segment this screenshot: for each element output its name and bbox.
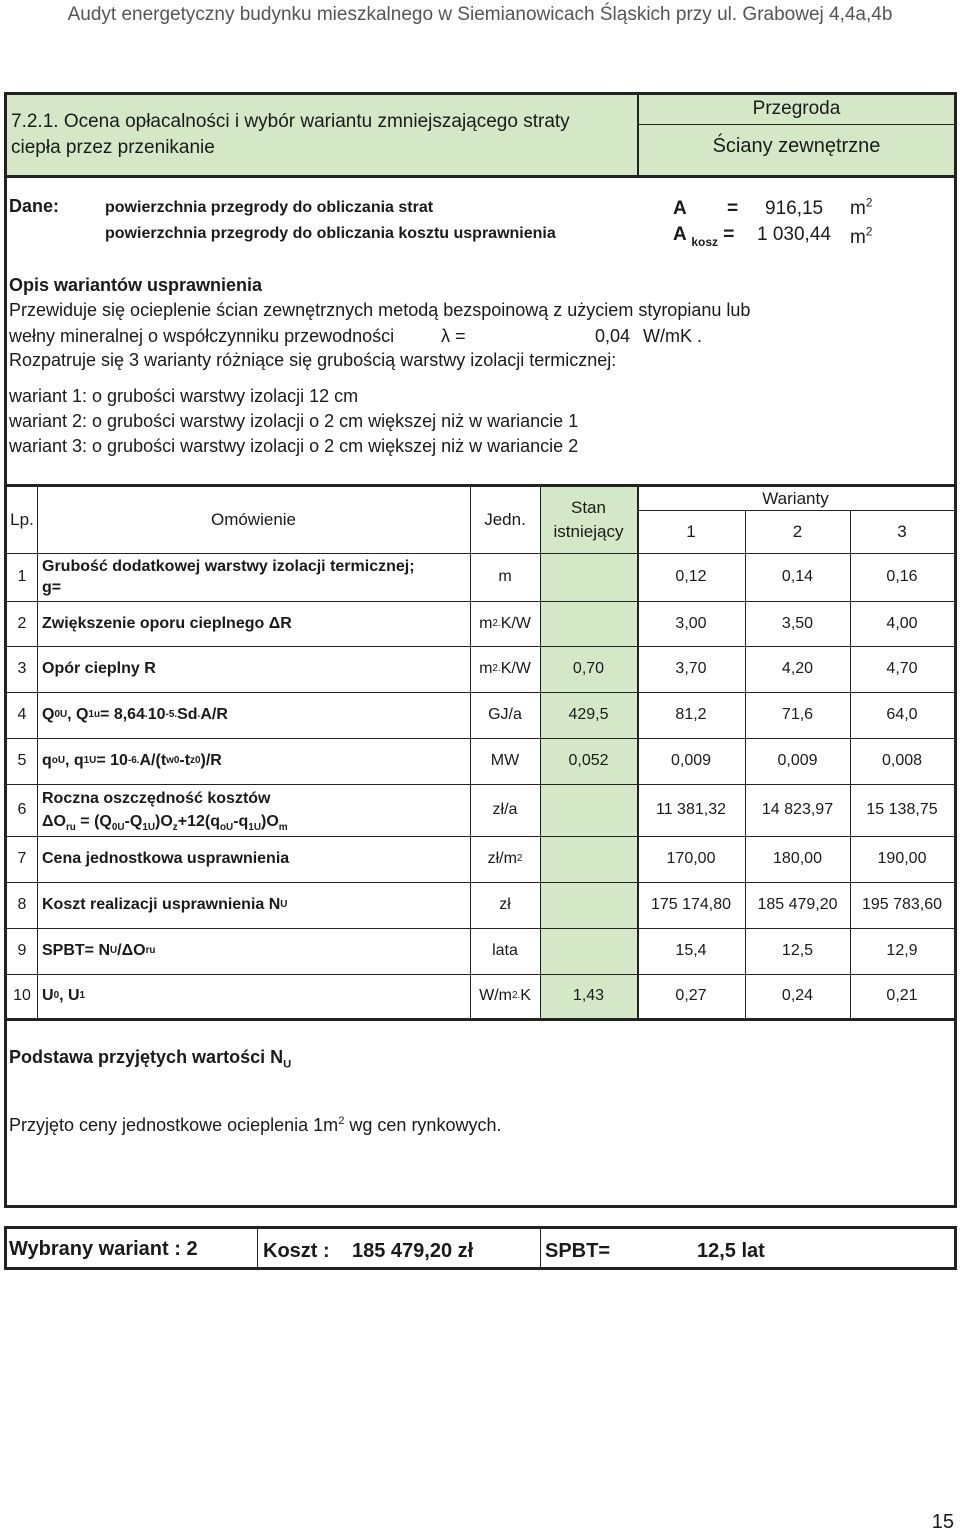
row-unit: zł/m 2 bbox=[487, 850, 523, 867]
row-lp: 6 bbox=[17, 801, 27, 818]
row-unit: MW bbox=[490, 752, 520, 769]
row-stan bbox=[540, 784, 637, 836]
row-lp: 8 bbox=[17, 896, 27, 913]
row-desc: Zwiększenie oporu cieplnego ΔR bbox=[42, 614, 292, 632]
row-w2: 14 823,97 bbox=[761, 801, 834, 818]
row-formula-spbt: SPBT= N U /ΔO ru bbox=[42, 942, 156, 959]
row-formula-q-power: q oU , q 1U = 10 -6. A/(t w0 -t z0 )/R bbox=[42, 752, 222, 769]
header-lp: Lp. bbox=[10, 510, 34, 529]
row-stan bbox=[540, 836, 637, 882]
row-stan bbox=[540, 601, 637, 646]
lambda-symbol: λ = bbox=[441, 326, 466, 346]
row-stan: 1,43 bbox=[572, 987, 605, 1004]
row-w1: 0,12 bbox=[675, 568, 707, 585]
row-unit: lata bbox=[492, 942, 518, 959]
row-stan: 0,70 bbox=[572, 660, 605, 677]
opis-line1: Przewiduje się ocieplenie ścian zewnętrznych metodą bezspoinową z użyciem styropianu lub bbox=[9, 300, 751, 320]
selected-variant: Wybrany wariant : 2 bbox=[9, 1238, 198, 1260]
cost-area-value: 1 030,44 bbox=[757, 224, 831, 245]
row-stan: 0,052 bbox=[568, 752, 609, 769]
row-desc: Koszt realizacji usprawnienia N U bbox=[42, 896, 288, 913]
area-symbol: A bbox=[673, 198, 687, 219]
variant-line: wariant 1: o grubości warstwy izolacji 12 cm bbox=[9, 386, 359, 406]
spbt-label: SPBT= bbox=[545, 1240, 611, 1262]
cost-area-symbol: A $_{kosz}$ = bbox=[673, 224, 735, 249]
header-variant-2: 2 bbox=[792, 521, 803, 541]
row-w1: 170,00 bbox=[666, 850, 716, 867]
row-lp: 10 bbox=[13, 987, 31, 1004]
row-unit: W/m 2. K bbox=[479, 987, 531, 1004]
section-summary bbox=[4, 1226, 957, 1270]
row-w1: 175 174,80 bbox=[650, 896, 732, 913]
row-desc: Cena jednostkowa usprawnienia bbox=[42, 850, 290, 867]
row-w1: 0,27 bbox=[675, 987, 707, 1004]
lambda-value: 0,04 bbox=[595, 326, 631, 346]
header-variant-1: 1 bbox=[686, 521, 696, 541]
row-w3: 0,008 bbox=[881, 752, 923, 769]
row-w1: 0,009 bbox=[670, 752, 712, 769]
row-lp: 4 bbox=[17, 706, 27, 723]
row-w2: 3,50 bbox=[781, 614, 814, 632]
opis-heading: Opis wariantów usprawnienia bbox=[9, 275, 263, 295]
row-w1: 81,2 bbox=[675, 706, 707, 723]
row-unit: GJ/a bbox=[488, 706, 522, 723]
przegroda-label: Przegroda bbox=[639, 95, 954, 125]
row-w2: 180,00 bbox=[773, 850, 822, 867]
row-w3: 4,00 bbox=[886, 614, 918, 632]
row-lp: 3 bbox=[17, 660, 27, 677]
row-stan bbox=[540, 928, 637, 974]
variant-line: wariant 2: o grubości warstwy izolacji o 2 cm większej niż w wariancie 1 bbox=[9, 411, 579, 431]
cost-area-unit: $m^2$ bbox=[850, 225, 873, 248]
spbt-value: 12,5 lat bbox=[697, 1240, 765, 1262]
row-w2: 0,009 bbox=[777, 752, 818, 769]
row-formula-savings: $\Delta O_{ru} = (Q_{0U}-Q_{1U})O_z+12(q_{oU}-q_{1U})O_m$ bbox=[42, 813, 288, 834]
row-w3: 195 783,60 bbox=[861, 896, 943, 913]
row-desc: Opór cieplny R bbox=[42, 660, 156, 677]
cost-label: Koszt : bbox=[263, 1240, 330, 1262]
area-unit: $m^2$ bbox=[850, 196, 873, 219]
przegroda-box bbox=[637, 95, 954, 175]
page-number: 15 bbox=[931, 1511, 954, 1533]
row-formula-q: Q 0U , Q 1u = 8,64 . 10 -5. Sd . A/R bbox=[42, 706, 228, 723]
row-w1: 11 381,32 bbox=[656, 801, 726, 818]
row-lp: 2 bbox=[17, 614, 27, 632]
row-w2: 71,6 bbox=[781, 706, 814, 723]
row-w3: 4,70 bbox=[886, 660, 918, 677]
row-formula-u: U 0 , U 1 bbox=[42, 987, 86, 1004]
row-desc: Roczna oszczędność kosztów $\Delta O_{ru} = (Q_{0U}-Q_{1U})O_z+12(q_{oU}-q_{1U})O_m$ bbox=[42, 790, 288, 834]
basis-text: Przyjęto ceny jednostkowe ocieplenia $1m^2$ wg cen rynkowych. bbox=[9, 1115, 502, 1135]
row-lp: 9 bbox=[17, 942, 27, 959]
row-w3: 190,00 bbox=[877, 850, 927, 867]
row-w3: 12,9 bbox=[886, 942, 918, 959]
row-w1: 15,4 bbox=[675, 942, 707, 959]
section-heading bbox=[7, 95, 637, 175]
opis-line3: Rozpatruje się 3 warianty różniące się grubością warstwy izolacji termicznej: bbox=[9, 350, 617, 370]
variant-line: wariant 3: o grubości warstwy izolacji o 2 cm większej niż w wariancie 2 bbox=[9, 436, 579, 456]
row-unit: zł/a bbox=[492, 801, 518, 818]
row-w2: 0,24 bbox=[781, 987, 814, 1004]
header-stan: Stan istniejący bbox=[553, 498, 624, 541]
row-stan: 429,5 bbox=[568, 706, 609, 723]
area-eq: = bbox=[727, 198, 739, 219]
row-w1: 3,70 bbox=[675, 660, 707, 677]
row-unit: m 2. K/W bbox=[479, 660, 531, 677]
row-w3: 0,21 bbox=[886, 987, 918, 1004]
section-basis bbox=[4, 1018, 957, 1208]
row-unit: m bbox=[498, 568, 512, 585]
cost-value: 185 479,20 zł bbox=[352, 1240, 474, 1262]
lambda-unit: W/mK . bbox=[643, 326, 702, 346]
header-variant-3: 3 bbox=[897, 521, 907, 541]
variants-table bbox=[4, 484, 957, 1021]
area-label: powierzchnia przegrody do obliczania strat bbox=[105, 199, 434, 216]
dane-label: Dane: bbox=[9, 196, 60, 216]
row-w2: 0,14 bbox=[781, 568, 814, 585]
row-lp: 5 bbox=[17, 752, 27, 769]
section-heading-line1: 7.2.1. Ocena opłacalności i wybór wariantu zmniejszającego straty bbox=[11, 111, 570, 132]
section-data bbox=[4, 178, 957, 487]
row-lp: 7 bbox=[17, 850, 27, 867]
basis-heading: Podstawa przyjętych wartości $N_U$ bbox=[9, 1047, 292, 1071]
row-w2: 4,20 bbox=[781, 660, 814, 677]
row-stan bbox=[540, 882, 637, 928]
row-unit: zł bbox=[499, 896, 511, 913]
header-omowienie: Omówienie bbox=[210, 510, 297, 529]
area-value: 916,15 bbox=[765, 198, 824, 219]
opis-line2: wełny mineralnej o współczynniku przewodności bbox=[9, 326, 395, 346]
row-stan bbox=[540, 553, 637, 601]
row-w3: 15 138,75 bbox=[866, 801, 938, 818]
header-jedn: Jedn. bbox=[484, 510, 526, 529]
row-w3: 64,0 bbox=[886, 706, 918, 723]
row-w1: 3,00 bbox=[675, 614, 707, 632]
przegroda-value: Ściany zewnętrzne bbox=[712, 135, 881, 157]
row-unit: m 2. K/W bbox=[479, 614, 531, 632]
row-w3: 0,16 bbox=[886, 568, 918, 585]
row-w2: 12,5 bbox=[781, 942, 814, 959]
cost-area-label: powierzchnia przegrody do obliczania kosztu usprawnienia bbox=[105, 225, 556, 242]
header-warianty: Warianty bbox=[762, 488, 829, 508]
running-header: Audyt energetyczny budynku mieszkalnego w Siemianowicach Śląskich przy ul. Grabowej 4,4a,4b bbox=[67, 4, 893, 25]
section-title bbox=[4, 92, 957, 178]
row-lp: 1 bbox=[17, 568, 27, 585]
section-heading-line2: ciepła przez przenikanie bbox=[11, 137, 215, 158]
row-desc: Grubość dodatkowej warstwy izolacji termicznej; g= bbox=[42, 558, 415, 596]
row-w2: 185 479,20 bbox=[757, 896, 838, 913]
